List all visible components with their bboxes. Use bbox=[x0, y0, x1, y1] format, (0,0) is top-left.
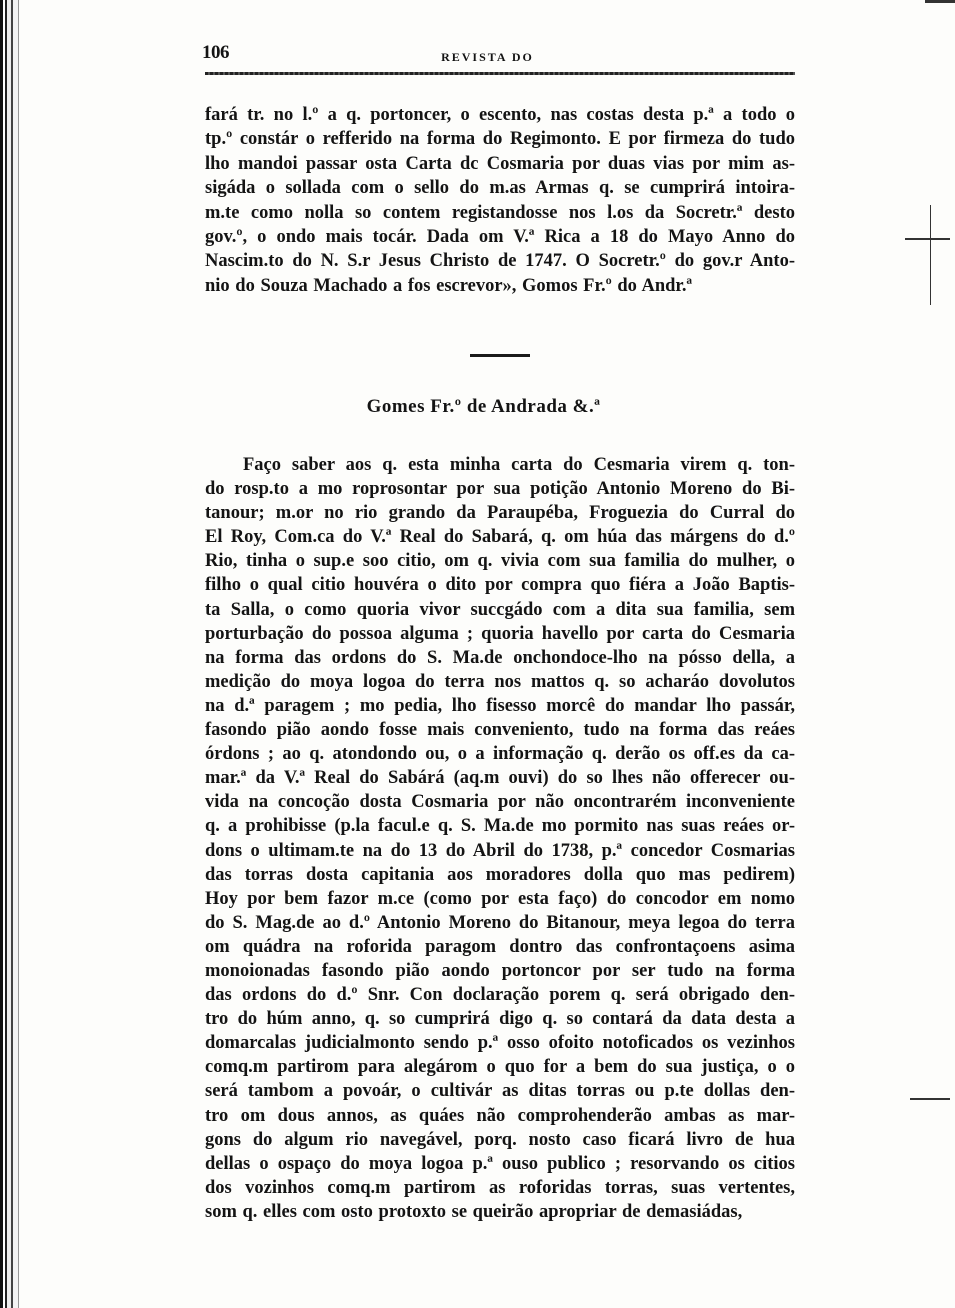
text-line: gov.º, o ondo mais tocár. Dada om V.ª Rica a 18 do Mayo Anno do bbox=[205, 226, 795, 247]
scan-margin-mark bbox=[930, 205, 931, 305]
text-line: do S. Mag.de ao d.º Antonio Moreno do Bitanour, meya legoa do terra bbox=[205, 912, 795, 933]
scan-margin-mark bbox=[905, 238, 950, 240]
text-line: tp.º constár o refferido na forma do Regimonto. E por firmeza do tudo bbox=[205, 129, 795, 150]
running-title: REVISTA DO bbox=[441, 50, 534, 64]
text-line: Nascim.to do N. S.r Jesus Christo de 1747. O Socretr.º do gov.r Anto- bbox=[205, 251, 795, 272]
grant-document-text bbox=[205, 453, 795, 1222]
text-line: lho mandoi passar osta Carta dc Cosmaria por duas vias por mim as- bbox=[205, 153, 795, 174]
text-line: Hoy por bem fazor m.ce (como por esta faço) do concodor em nomo bbox=[205, 888, 795, 909]
section-heading: Gomes Fr.º de Andrada &.ª bbox=[366, 396, 601, 417]
text-line: porturbação do possoa alguma ; quoria havello por carta do Cesmaria bbox=[205, 623, 795, 644]
text-line: dos vozinhos comq.m partirom as roforidas torras, suas vertentes, bbox=[205, 1177, 795, 1198]
text-line: tanour; m.or no rio grando da Paraupéba, Froguezia do Curral do bbox=[205, 503, 795, 524]
continued-document-text bbox=[205, 103, 795, 298]
text-line: som q. elles com osto protoxto se queirão apropriar de demasiádas, bbox=[205, 1201, 743, 1222]
page-number: 106 bbox=[202, 42, 229, 63]
text-line: dons o ultimam.te na do 13 do Abril do 1738, p.ª concedor Cosmarias bbox=[205, 840, 795, 861]
text-line: do rosp.to a mo roprosontar por sua potição Antonio Moreno do Bi- bbox=[205, 479, 795, 500]
text-line: na d.ª paragem ; mo pedia, lho fisesso morcê do mandar lho passár, bbox=[205, 695, 795, 716]
text-line: domarcalas judicialmonto sendo p.ª osso ofoito notoficados os vezinhos bbox=[205, 1033, 795, 1054]
text-line: dellas o ospaço do moya logoa p.ª ouso publico ; resorvando os citios bbox=[205, 1153, 795, 1174]
text-line: filho o qual citio houvéra o dito por compra quo fiéra a João Baptis- bbox=[205, 575, 795, 596]
text-line: vida na concoção dosta Cosmaria por não oncontrarém inconveniente bbox=[205, 792, 795, 813]
text-line: medição do moya logoa do terra nos mattos q. so acharáo dovolutos bbox=[205, 671, 795, 692]
text-line: das ordons do d.º Snr. Con doclaração porem q. será obrigado den- bbox=[205, 985, 795, 1006]
section-divider bbox=[470, 354, 530, 357]
book-binding-edge bbox=[0, 0, 22, 1308]
scan-margin-mark bbox=[925, 0, 955, 3]
text-line: Faço saber aos q. esta minha carta do Cesmaria virem q. ton- bbox=[243, 455, 795, 475]
text-line: fará tr. no l.º a q. portoncer, o escento, nas costas desta p.ª a todo o bbox=[205, 105, 795, 125]
text-line: comq.m partirom para alegárom o quo for a bem do sua justiça, o o bbox=[205, 1057, 795, 1078]
text-line: gons do algum rio navegável, porq. nosto caso ficará livro de hua bbox=[205, 1129, 795, 1150]
text-line: tro om dous annos, as quáes não comprohenderão ambas as mar- bbox=[205, 1105, 795, 1126]
scan-margin-mark bbox=[910, 1098, 950, 1100]
text-line: om quádra na roforida paragom dontro das confrontaçoens asima bbox=[205, 936, 795, 957]
text-line: será tambom a povoár, o cultivár as ditas torras ou p.te dollas den- bbox=[205, 1081, 795, 1102]
text-line: q. a prohibisse (p.la facul.e q. S. Ma.de mo pormito nas suas reáes or- bbox=[205, 816, 795, 837]
text-line: monoionadas fasondo pião aondo portoncor por ser tudo na forma bbox=[205, 960, 795, 981]
text-line: ta Salla, o como quoria vivor succgádo com a dita sua familia, sem bbox=[205, 599, 795, 620]
text-line: nio do Souza Machado a fos escrevor», Gomos Fr.º do Andr.ª bbox=[205, 275, 693, 296]
text-line: El Roy, Com.ca do V.ª Real do Sabará, q. om húa das márgens do d.º bbox=[205, 527, 795, 548]
text-line: fasondo pião aondo fosse mais conveniento, tudo na forma das reáes bbox=[205, 720, 795, 741]
text-line: das torras dosta capitania aos moradores dolla quo mas pedirem) bbox=[205, 864, 795, 885]
header-rule bbox=[205, 72, 795, 75]
text-line: tro do húm anno, q. so cumprirá digo q. so contará da data desta a bbox=[205, 1009, 795, 1030]
text-line: Rio, tinha o sup.e soo citio, om q. vivia com sua familia do mulher, o bbox=[205, 551, 795, 572]
text-line: na forma das ordons do S. Ma.de onchondoce-lho na pósso della, a bbox=[205, 647, 795, 668]
text-line: órdons ; ao q. atondondo ou, o a informação q. derão os off.es da ca- bbox=[205, 744, 795, 765]
text-line: sigáda o sollada com o sello do m.as Armas q. se cumprirá intoira- bbox=[205, 178, 795, 199]
text-line: mar.ª da V.ª Real do Sabárá (aq.m ouvi) do so lhes não offerecer ou- bbox=[205, 768, 795, 789]
text-line: m.te como nolla so contem registandosse nos l.os da Socretr.ª desto bbox=[205, 202, 795, 223]
